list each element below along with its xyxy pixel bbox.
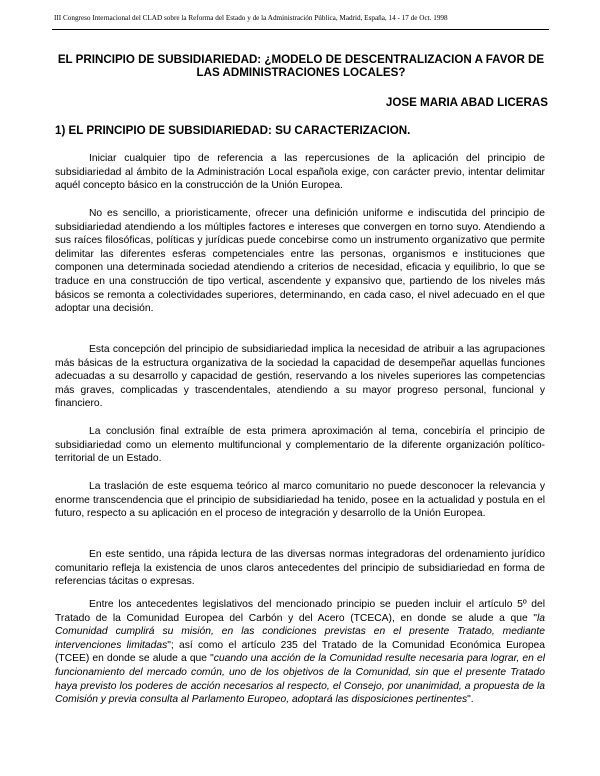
paragraph-6 xyxy=(55,548,545,589)
paragraph-7-text-1: Entre los antecedentes legislativos del mencionado principio se pueden incluir el artículo 5º del Tratado de la Comunidad Europea del Carbón y del Acero (TCECA), en donde se alude a que " xyxy=(55,599,545,624)
page-title: EL PRINCIPIO DE SUBSIDIARIEDAD: ¿MODELO DE DESCENTRALIZACION A FAVOR DE LAS ADMINISTRACIONES LOCALES? xyxy=(57,53,545,79)
quote-tcee: cuando una acción de la Comunidad resulte necesaria para lograr, en el funcionamiento del mercado común, uno de los objetivos de la Comunidad, sin que el presente Tratado haya previsto los poderes de acción necesarios al respecto, el Consejo, por unanimidad, a propuesta de la Comisión y previa consulta al Parlamento Europeo, adoptará las disposiciones pertinentes xyxy=(55,653,545,706)
paragraph-5 xyxy=(55,480,545,521)
quote-tceca: la Comunidad cumplirá su misión, en las condiciones previstas en el presente Tratado, mediante intervenciones limitadas xyxy=(55,612,545,651)
header-divider xyxy=(52,29,549,30)
author-name: JOSE MARIA ABAD LICERAS xyxy=(385,96,548,109)
paragraph-4-text: La conclusión final extraíble de esta primera aproximación al tema, concebiría el principio de subsidiariedad como un elemento multifuncional y complementario de la diferente organización político-territorial de un Estado. xyxy=(55,426,545,465)
paragraph-1-text: Iniciar cualquier tipo de referencia a las repercusiones de la aplicación del principio de subsidiariedad al ámbito de la Administración Local española exige, con carácter previo, intentar delimitar aquél concepto básico en la construcción de la Unión Europea. xyxy=(55,153,545,192)
paragraph-3 xyxy=(55,343,545,411)
paragraph-2-text: No es sencillo, a prioristicamente, ofrecer una definición uniforme e indiscutida del principio de subsidiariedad atendiendo a los múltiples factores e intereses que convergen en torno suyo. Atendiendo a sus raíces filosóficas, políticas y jurídicas puede concebirse como un instrumento organizativo que permite delimitar las diferentes esferas competenciales entre las personas, organismos e instituciones que componen una determinada sociedad atendiendo a criterios de necesidad, eficacia y equilibrio, lo que se traduce en una construcción de tipo vertical, ascendente y expansivo que, partiendo de los niveles más básicos se remonta a colectividades superiores, determinando, en cada caso, el nivel adecuado en el que adoptar una decisión. xyxy=(55,208,545,315)
section-heading: 1) EL PRINCIPIO DE SUBSIDIARIEDAD: SU CARACTERIZACION. xyxy=(55,124,411,137)
paragraph-7-text-2: "; así como el artículo 235 del Tratado de la Comunidad Económica Europea (TCEE) en donde se alude a que " xyxy=(55,639,545,665)
paragraph-6-text: En este sentido, una rápida lectura de las diversas normas integradoras del ordenamiento jurídico comunitario refleja la existencia de unos claros antecedentes del principio de subsidiariedad en forma de referencias tácitas o expresas. xyxy=(55,549,545,588)
paragraph-3-text: Esta concepción del principio de subsidiariedad implica la necesidad de atribuir a las agrupaciones más básicas de la estructura organizativa de la sociedad la capacidad de desempeñar aquellas funciones adecuadas a su desarrollo y capacidad de gestión, reservando a los niveles superiores las competencias más graves, complicadas y trascendentales, atendiendo a su mayor progreso personal, funcional y financiero. xyxy=(55,344,545,410)
paragraph-7-text-3: ". xyxy=(467,694,474,706)
paragraph-2 xyxy=(55,207,545,316)
paragraph-7 xyxy=(55,598,545,707)
paragraph-5-text: La traslación de este esquema teórico al marco comunitario no puede desconocer la relevancia y enorme transcendencia que el principio de subsidiariedad ha tenido, posee en la actualidad y postula en el futuro, respecto a su aplicación en el proceso de integración y desarrollo de la Unión Europea. xyxy=(55,481,545,520)
conference-header: III Congreso Internacional del CLAD sobre la Reforma del Estado y de la Administración Pública, Madrid, España, 14 - 17 de Oct. 1998 xyxy=(54,14,448,22)
paragraph-4 xyxy=(55,425,545,466)
paragraph-1 xyxy=(55,152,545,193)
